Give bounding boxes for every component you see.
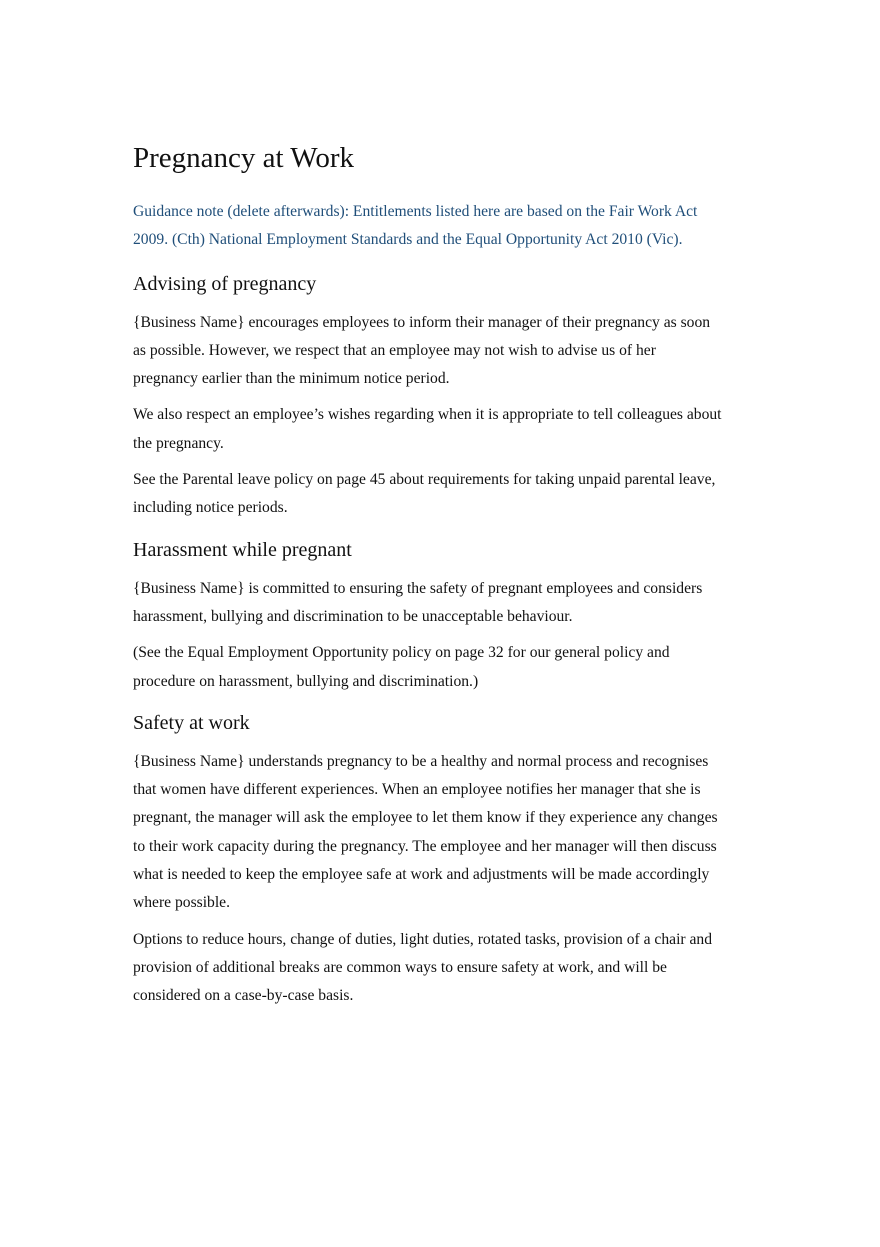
section-heading: Advising of pregnancy xyxy=(133,272,317,295)
section-paragraph: We also respect an employee’s wishes regarding when it is appropriate to tell colleagues about the pregnancy. xyxy=(133,406,722,452)
guidance-note: Guidance note (delete afterwards): Entitlements listed here are based on the Fair Work Act 2009. (Cth) National Employment Standards and the Equal Opportunity Act 2010 (Vic). xyxy=(133,203,698,249)
section-paragraph: See the Parental leave policy on page 45 about requirements for taking unpaid parental leave, including notice periods. xyxy=(133,471,716,517)
document-content xyxy=(133,138,723,1019)
section-harassment-while-pregnant xyxy=(133,536,723,696)
section-heading: Harassment while pregnant xyxy=(133,538,352,561)
section-advising-of-pregnancy xyxy=(133,270,723,523)
section-paragraph: (See the Equal Employment Opportunity policy on page 32 for our general policy and procedure on harassment, bullying and discrimination.) xyxy=(133,644,670,690)
section-paragraph: {Business Name} understands pregnancy to be a healthy and normal process and recognises that women have different experiences. When an employee notifies her manager that she is pregnant, the manager will ask the employee to let them know if they experience any changes to their work capacity during the pregnancy. The employee and her manager will then discuss what is needed to keep the employee safe at work and adjustments will be made accordingly where possible. xyxy=(133,752,718,912)
section-paragraph: {Business Name} encourages employees to inform their manager of their pregnancy as soon as possible. However, we respect that an employee may not wish to advise us of her pregnancy earlier than the minimum notice period. xyxy=(133,313,711,388)
section-paragraph: Options to reduce hours, change of duties, light duties, rotated tasks, provision of a chair and provision of additional breaks are common ways to ensure safety at work, and will be considered on a case-by-case basis. xyxy=(133,930,713,1005)
section-heading: Safety at work xyxy=(133,711,250,734)
page-title: Pregnancy at Work xyxy=(133,142,355,174)
section-paragraph: {Business Name} is committed to ensuring the safety of pregnant employees and considers harassment, bullying and discrimination to be unacceptable behaviour. xyxy=(133,579,703,625)
section-safety-at-work xyxy=(133,709,723,1011)
